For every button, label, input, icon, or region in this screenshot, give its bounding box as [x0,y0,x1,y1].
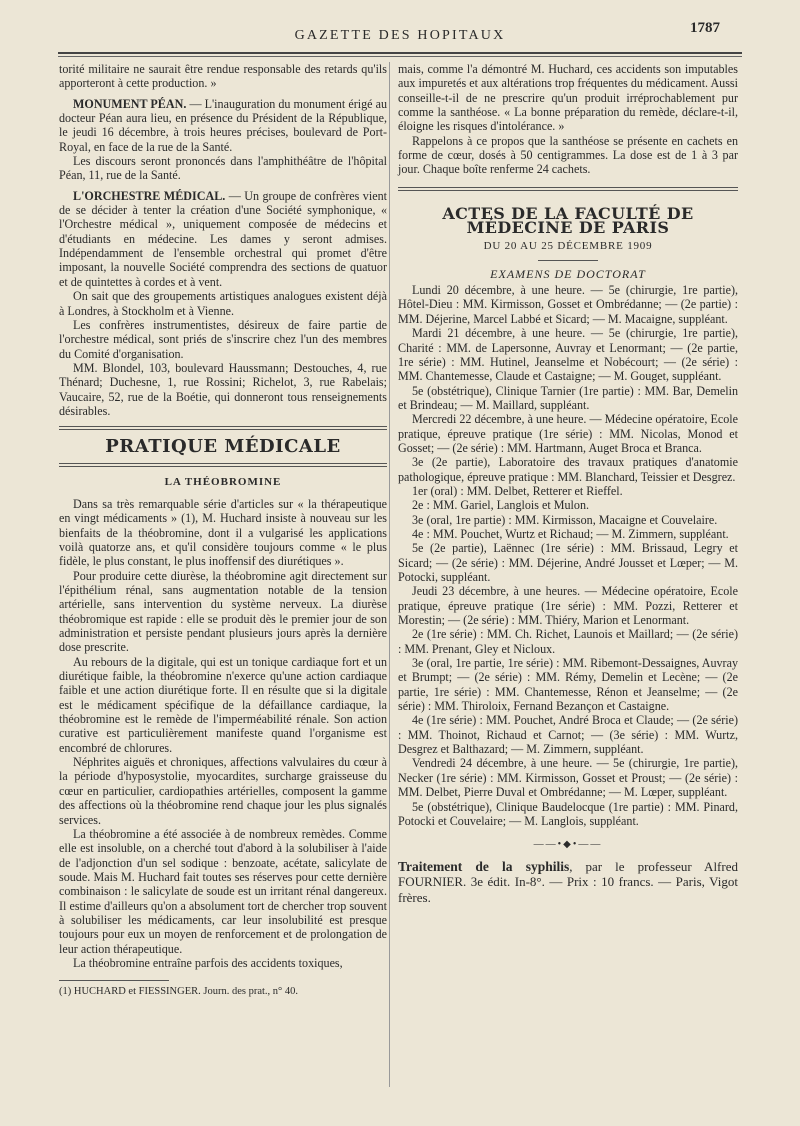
exam-entry: 3e (2e partie), Laboratoire des travaux pratiques d'anatomie pathologique, épreuve pratique : MM. Blanchard, Teissier et Desgrez. [398,455,738,484]
left-column [59,62,387,1000]
intro-paragraph: torité militaire ne saurait être rendue responsable des retards qu'ils apporteront à cette production. » [59,62,387,91]
faculty-rule [398,187,738,191]
footnote: (1) HUCHARD et FIESSINGER. Journ. des prat., n° 40. [59,986,298,998]
exam-entry: 1er (oral) : MM. Delbet, Retterer et Rieffel. [412,483,623,498]
article-paragraph-4: Néphrites aiguës et chroniques, affections valvulaires du cœur à la période d'hyposystolie, myocardites, surcharge graisseuse du cœur en particulier, cardiopathies artérielles, composent la gamme des affections où la théobromine rend chaque jour les plus signalés services. [59,755,387,827]
footnote-rule [59,980,169,981]
article-paragraph-3: Au rebours de la digitale, qui est un tonique cardiaque fort et un diurétique faible, la théobromine n'exerce qu'une action cardiaque faible et une action diurétique forte. Il en résulte que si la digitale est le médicament spécifique de la défaillance cardiaque, la théobromine est le remède de l'imperméabilité rénale. Son action curative est particulièrement manifeste quand l'organisme est encombré de chlorures. [59,654,387,755]
book-notice-title: Traitement de la syphilis [398,858,570,874]
exam-entry: Vendredi 24 décembre, à une heure. — 5e (chirurgie, 1re partie), Necker (1re série) : MM. Kirmisson, Gosset et Proust; — (2e série) : MM. Delbet, Pierre Duval et Ombrédanne; — M. Lœper, suppléant. [398,756,738,800]
members-paragraph: MM. Blondel, 103, boulevard Haussmann; Destouches, 4, rue Thénard; Duchesne, 1, rue Rossini; Richelot, 3, rue Rabelais; Vaucaire, 52, rue de la Boétie, qui donneront tous renseignements désirables. [59,360,387,418]
article-paragraph-2: Pour produire cette diurèse, la théobromine agit directement sur l'épithélium rénal, sans augmentation notable de la tension artérielle, sans intervention du système nerveux. La diurèse théobromique est rapide : elle se produit dès le premier jour de son administration et persiste pendant plusieurs jours après la dernière dose prescrite. [59,568,387,655]
short-rule [538,260,598,261]
exam-entry: 3e (oral, 1re partie, 1re série) : MM. Ribemont-Dessaignes, Auvray et Brumpt; — (2e série) : MM. Rémy, Demelin et Lecène; — (2e partie, 1re série) : MM. Chantemesse, Rénon et Jeanselme; — (2e série) : MM. Thiroloix, Fernand Bezançon et Castaigne. [398,656,738,714]
continued-paragraph-1: mais, comme l'a démontré M. Huchard, ces accidents son imputables aux impuretés et aux altérations trop fréquentes du médicament. Aussi conseille-t-il de ne prescrire qu'un produit irréprochablement pur comme la santhéose. « La bonne préparation du remède, déclare-t-il, éloigne les risques d'intolérance. » [398,62,738,134]
exam-heading: EXAMENS DE DOCTORAT [490,266,646,281]
section-dates: DU 20 AU 25 DÉCEMBRE 1909 [483,240,653,253]
right-column [398,62,738,905]
exam-entry: 2e (1re série) : MM. Ch. Richet, Launois et Maillard; — (2e série) : MM. Prenant, Gley et Nicloux. [398,627,738,656]
article-paragraph-6: La théobromine entraîne parfois des accidents toxiques, [73,955,343,970]
monument-text: — L'inauguration du monument érigé au docteur Péan aura lieu, en présence du Président de la République, le jeudi 16 décembre, à trois heures précises, boulevard de Port-Royal, en face de la rue de la Santé. [59,96,387,154]
exam-entry: 5e (obstétrique), Clinique Tarnier (1re partie) : MM. Bar, Demelin et Brindeau; — M. Maillard, suppléant. [398,383,738,412]
section-title-pratique: PRATIQUE MÉDICALE [105,436,341,458]
exam-entry: 5e (obstétrique), Clinique Baudelocque (1re partie) : MM. Pinard, Potocki et Couvelaire; — M. Langlois, suppléant. [398,799,738,828]
section-title-actes: ACTES DE LA FACULTÉ DE MÉDECINE DE PARIS [442,203,694,238]
exam-entry: Mercredi 22 décembre, à une heure. — Médecine opératoire, Ecole pratique, épreuve pratique (1re série) : MM. Nicolas, Monod et Gosset; — (2e série) : MM. Hartmann, Auget Broca et Branca. [398,412,738,455]
article-paragraph-1: Dans sa très remarquable série d'articles sur « la thérapeutique en vingt médicaments » (1), M. Huchard insiste à nouveau sur les bienfaits de la théobromine, dont il a vulgarisé les applications voilà quatorze ans, et qu'il considère toujours comme « le plus fidèle, le plus constant, le plus inoffensif des diurétiques ». [59,496,387,569]
column-divider [389,62,390,1087]
article-subtitle: LA THÉOBROMINE [164,475,282,488]
exam-entry: 4e : MM. Pouchet, Wurtz et Richaud; — M. Zimmern, suppléant. [412,526,729,541]
monument-lead: MONUMENT PÉAN. [73,96,187,111]
orchestre-paragraph [59,189,387,289]
book-notice [398,859,738,906]
page-number: 1787 [690,20,720,36]
running-title: GAZETTE DES HOPITAUX [294,28,506,43]
confreres-paragraph: Les confrères instrumentistes, désireux de faire partie de l'orchestre médical, sont priés de s'inscrire chez l'un des membres du Comité d'organisation. [59,317,387,361]
exam-entry: Mardi 21 décembre, à une heure. — 5e (chirurgie, 1re partie), Charité : MM. de Lapersonne, Auvray et Lenormant; — (2e partie, 1re série) : MM. Hutinel, Jeanselme et Nobécourt; — (2e série) : MM. Chantemesse, Claude et Castaigne; — M. Gouget, suppléant. [398,326,738,384]
article-paragraph-5: La théobromine a été associée à de nombreux remèdes. Comme elle est insoluble, on a cherché tout d'abord à la solubiliser à l'aide de l'adjonction d'un sel sodique : benzoate, acétate, salicylate de soude. Mais M. Huchard fait toutes ses réserves pour cette dernière combinaison : le salicylate de soude est un irritant rénal dangereux. Il estime d'ailleurs qu'on a absolument tort de chercher trop souvent à solubiliser les médicaments, car leur insolubilité est presque toujours pour eux un moyen de renforcement et de prolongation de leur action thérapeutique. [59,826,387,956]
exam-entry: Jeudi 23 décembre, à une heures. — Médecine opératoire, Ecole pratique, épreuve pratique (1re série) : MM. Pozzi, Retterer et Morestin; — (2e série) : MM. Thiéry, Marion et Lenormant. [398,584,738,628]
discours-paragraph: Les discours seront prononcés dans l'amphithéâtre de l'hôpital Péan, 11, rue de la Santé. [59,154,387,183]
ornament-divider: ——•◆•—— [533,839,603,851]
exam-entry: 3e (oral, 1re partie) : MM. Kirmisson, Macaigne et Couvelaire. [412,512,718,527]
monument-paragraph [59,97,387,154]
exam-entry: 2e : MM. Gariel, Langlois et Mulon. [412,498,590,513]
section-rule-top [59,426,387,430]
book-notice-text: , par le professeur Alfred FOURNIER. 3e édit. In-8°. — Prix : 10 francs. — Paris, Vigot frères. [398,858,738,905]
groupements-paragraph: On sait que des groupements artistiques analogues existent déjà à Londres, à Stockholm et à Vienne. [59,289,387,318]
exam-entry: Lundi 20 décembre, à une heure. — 5e (chirurgie, 1re partie), Hôtel-Dieu : MM. Kirmisson, Gosset et Ombrédanne; — (2e partie) : MM. Déjerine, Marcel Labbé et Sicard; — M. Macaigne, suppléant. [398,283,738,326]
exam-entry: 5e (2e partie), Laënnec (1re série) : MM. Brissaud, Legry et Sicard; — (2e série) : MM. Déjerine, André Jousset et Lœper; — M. Potocki, suppléant. [398,541,738,584]
section-rule-bottom [59,463,387,467]
orchestre-lead: L'ORCHESTRE MÉDICAL. [73,188,226,203]
continued-paragraph-2: Rappelons à ce propos que la santhéose se présente en cachets en forme de cœur, dosés à 50 centigrammes. La dose est de 1 à 3 par jour. Chaque boîte renferme 24 cachets. [398,133,738,177]
exam-entry: 4e (1re série) : MM. Pouchet, André Broca et Claude; — (2e série) : MM. Thoinot, Richaud et Carnot; — (3e série) : MM. Wurtz, Desgrez et Balthazard; — M. Zimmern, suppléant. [398,713,738,757]
header-rule [58,52,742,54]
orchestre-text: — Un groupe de confrères vient de se décider à tenter la création d'une Société symphonique, « l'Orchestre médical », uniquement composée de médecins et d'étudiants en médecine. Les dames y seront admises. Indépendamment de l'ensemble orchestral qui promet d'être imposant, la nouvelle Société comprendra des sections de quatuor et de quintettes à cordes et à vent. [59,188,387,289]
